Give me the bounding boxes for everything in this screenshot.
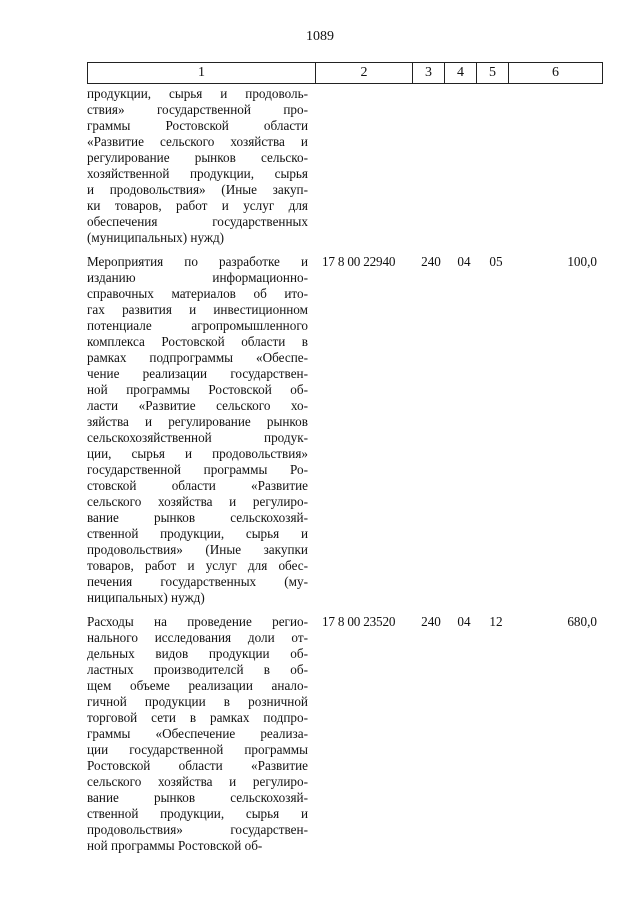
column-header-5: 5 [477,63,509,84]
description-line: ции, сырья и продовольствия» [87,446,308,461]
description-line: обеспечения государственных [87,214,308,229]
description-line: (муниципальных) нужд) [87,230,225,245]
row-description [87,254,308,606]
column-header-4: 4 [445,63,477,84]
row-amount: 100,0 [567,254,597,269]
row-description [87,86,308,246]
description-line: чение реализации государствен- [87,366,308,381]
column-header-3: 3 [413,63,445,84]
description-line: комплекса Ростовской области в [87,334,308,349]
row-code: 17 8 00 23520 [322,614,396,629]
description-line: гичной продукции в розничной [87,694,308,709]
description-line: Ростовской области «Развитие [87,758,308,773]
row-amount: 680,0 [567,614,597,629]
table-row [87,254,602,606]
description-line: продовольствия» (Иные закупки [87,542,308,557]
description-line: гах развития и инвестиционном [87,302,308,317]
description-line: «Развитие сельского хозяйства и [87,134,308,149]
description-line: ственной продукции, сырья и [87,806,308,821]
description-line: граммы Ростовской области [87,118,308,133]
column-header-2: 2 [316,63,413,84]
description-line: государственной программы Ро- [87,462,308,477]
row-expense-type: 240 [421,614,441,629]
table-row [87,614,602,854]
row-subsection: 12 [489,614,503,629]
description-line: печения государственных (му- [87,574,308,589]
description-line: ластных производителсй в об- [87,662,308,677]
description-line: ласти «Развитие сельского хо- [87,398,308,413]
row-subsection: 05 [489,254,503,269]
description-line: ки товаров, работ и услуг для [87,198,308,213]
row-description [87,614,308,854]
description-line: продовольствия» государствен- [87,822,308,837]
description-line: Мероприятия по разработке и [87,254,308,269]
description-line: зяйства и регулирование рынков [87,414,308,429]
description-line: Расходы на проведение регио- [87,614,308,629]
table-body [87,86,602,854]
description-line: хозяйственной продукции, сырья [87,166,308,181]
description-line: торговой сети в рамках подпро- [87,710,308,725]
description-line: изданию информационно- [87,270,308,285]
description-line: рамках подпрограммы «Обеспе- [87,350,308,365]
row-section: 04 [457,614,471,629]
description-line: товаров, работ и услуг для обес- [87,558,308,573]
description-line: нального исследования доли от- [87,630,308,645]
description-line: ции государственной программы [87,742,308,757]
table-header [87,62,603,84]
description-line: ственной продукции, сырья и [87,526,308,541]
description-line: сельского хозяйства и регулиро- [87,774,308,789]
column-header-6: 6 [509,63,603,84]
description-line: щем объеме реализации анало- [87,678,308,693]
description-line: сельскохозяйственной продук- [87,430,308,445]
description-line: вание рынков сельскохозяй- [87,790,308,805]
page-number: 1089 [306,29,334,44]
column-header-1: 1 [88,63,316,84]
table-row [87,86,602,246]
description-line: регулирование рынков сельско- [87,150,308,165]
description-line: продукции, сырья и продоволь- [87,86,308,101]
row-section: 04 [457,254,471,269]
description-line: и продовольствия» (Иные закуп- [87,182,308,197]
description-line: потенциале агропромышленного [87,318,308,333]
description-line: сельского хозяйства и регулиро- [87,494,308,509]
description-line: дельных видов продукции об- [87,646,308,661]
description-line: ной программы Ростовской об- [87,838,263,853]
row-code: 17 8 00 22940 [322,254,396,269]
description-line: вание рынков сельскохозяй- [87,510,308,525]
description-line: справочных материалов об ито- [87,286,308,301]
description-line: ной программы Ростовской об- [87,382,308,397]
description-line: ствия» государственной про- [87,102,308,117]
description-line: ниципальных) нужд) [87,590,205,605]
description-line: стовской области «Развитие [87,478,308,493]
description-line: граммы «Обеспечение реализа- [87,726,308,741]
row-expense-type: 240 [421,254,441,269]
